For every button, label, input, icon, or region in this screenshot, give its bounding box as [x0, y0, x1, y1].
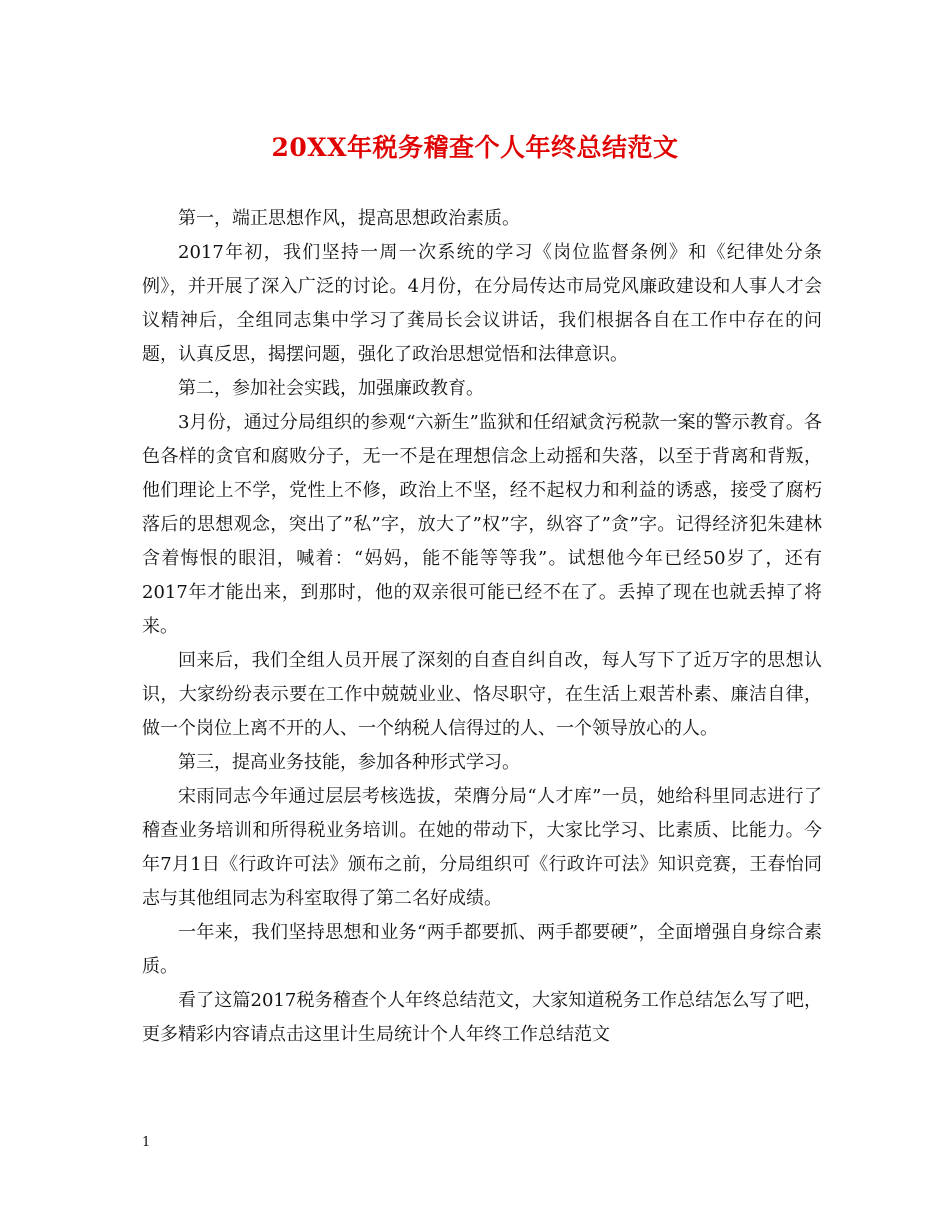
page-number: 1	[142, 1135, 151, 1150]
paragraph-section-3-heading: 第三，提高业务技能，参加各种形式学习。	[178, 752, 520, 773]
paragraph-section-1-heading: 第一，端正思想作风，提高思想政治素质。	[178, 208, 520, 229]
paragraph-summary: 一年来，我们坚持思想和业务“两手都要抓、两手都要硬”，全面增强自身综合素质。	[142, 922, 822, 977]
document-title: 20XX年税务稽查个人年终总结范文	[271, 133, 679, 162]
paragraph-section-2-body: 3月份，通过分局组织的参观“六新生”监狱和任绍斌贪污税款一案的警示教育。各色各样的贪官和腐败分子，无一不是在理想信念上动摇和失落，以至于背离和背叛，他们理论上不学，党性上不修，政治上不坚，经不起权力和利益的诱惑，接受了腐朽落后的思想观念，突出了”私”字，放大了”权”字，纵容了”贪”字。记得经济犯朱建林含着悔恨的眼泪，喊着：“妈妈，能不能等等我”。试想他今年已经50岁了，还有2017年才能出来，到那时，他的双亲很可能已经不在了。丢掉了现在也就丢掉了将来。	[142, 412, 822, 637]
paragraph-closing-link-text: 看了这篇2017税务稽查个人年终总结范文，大家知道税务工作总结怎么写了吧，更多精彩内容请点击这里计生局统计个人年终工作总结范文	[142, 990, 822, 1045]
paragraph-section-1-body: 2017年初，我们坚持一周一次系统的学习《岗位监督条例》和《纪律处分条例》，并开展了深入广泛的讨论。4月份，在分局传达市局党风廉政建设和人事人才会议精神后，全组同志集中学习了龚局长会议讲话，我们根据各自在工作中存在的问题，认真反思，揭摆问题，强化了政治思想觉悟和法律意识。	[142, 242, 822, 365]
paragraph-section-2-followup: 回来后，我们全组人员开展了深刻的自查自纠自改，每人写下了近万字的思想认识，大家纷纷表示要在工作中兢兢业业、恪尽职守，在生活上艰苦朴素、廉洁自律，做一个岗位上离不开的人、一个纳税人信得过的人、一个领导放心的人。	[142, 650, 822, 739]
document-body	[142, 202, 822, 1052]
paragraph-section-2-heading: 第二，参加社会实践，加强廉政教育。	[178, 378, 484, 399]
paragraph-section-3-body: 宋雨同志今年通过层层考核选拔，荣膺分局“人才库”一员，她给科里同志进行了稽查业务培训和所得税业务培训。在她的带动下，大家比学习、比素质、比能力。今年7月1日《行政许可法》颁布之前，分局组织可《行政许可法》知识竞赛，王春怡同志与其他组同志为科室取得了第二名好成绩。	[142, 786, 822, 909]
